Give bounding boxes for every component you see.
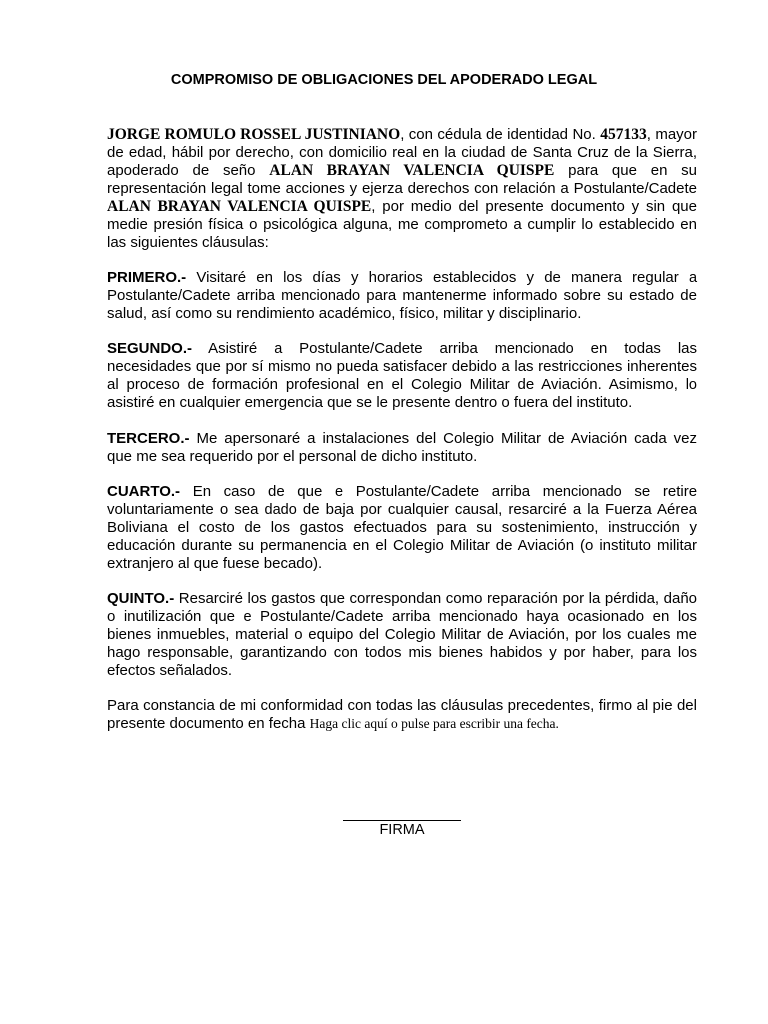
- gender-field[interactable]: mismo: [268, 359, 311, 375]
- pronoun-field[interactable]: lo: [685, 377, 697, 393]
- gender-field[interactable]: informado: [492, 288, 558, 304]
- segundo-line-2: necesidades que por sí mismo no pueda satisfacer debido a las restricciones inherentes: [107, 358, 697, 375]
- cadet-name-field[interactable]: ALAN BRAYAN VALENCIA QUISPE: [269, 162, 555, 179]
- gender-field[interactable]: mencionado: [281, 288, 361, 304]
- gender-field[interactable]: mencionado: [494, 341, 574, 357]
- intro-line-3: apoderado de seño ALAN BRAYAN VALENCIA QUISPE para que en su: [107, 162, 698, 179]
- cuarto-label: CUARTO.-: [107, 483, 181, 500]
- intro-line-7: las siguientes cláusulas:: [107, 234, 269, 251]
- quinto-line-3: bienes inmuebles, material o equipo del Colegio Militar de Aviación, por los cuales me: [107, 626, 697, 643]
- primero-line-1: PRIMERO.- Visitaré en los días y horarios establecidos y de manera regular a: [107, 269, 698, 286]
- cuarto-line-3: Boliviana el costo de los gastos efectuados para su sostenimiento, instrucción y: [107, 519, 697, 536]
- gender-field[interactable]: mencionado: [542, 484, 622, 500]
- guardian-name-field[interactable]: JORGE ROMULO ROSSEL JUSTINIANO: [107, 126, 401, 143]
- gender-field[interactable]: dado: [264, 502, 297, 518]
- signature-label: FIRMA: [379, 822, 425, 838]
- primero-line-3: salud, así como su rendimiento académico, físico, militar y disciplinario.: [107, 305, 582, 322]
- tercero-line-1: TERCERO.- Me apersonaré a instalaciones del Colegio Militar de Aviación cada vez: [107, 430, 698, 447]
- primero-line-2: Postulante/Cadete arriba mencionado para mantenerme informado sobre su estado de: [107, 287, 697, 304]
- article-field[interactable]: a: [688, 270, 698, 286]
- quinto-line-5: efectos señalados.: [107, 662, 233, 679]
- tercero-line-2: que me sea requerido por el personal de dicho instituto.: [107, 448, 478, 465]
- intro-line-2: de edad, hábil por derecho, con domicilio real en la ciudad de Santa Cruz de la Sierra,: [107, 144, 697, 161]
- intro-line-1: JORGE ROMULO ROSSEL JUSTINIANO, con cédula de identidad No. 457133, mayor: [107, 126, 698, 143]
- tercero-label: TERCERO.-: [107, 430, 190, 447]
- quinto-line-1: QUINTO.- Resarciré los gastos que correspondan como reparación por la pérdida, daño: [107, 590, 697, 607]
- article-field[interactable]: e: [334, 484, 344, 500]
- date-picker-field[interactable]: Haga clic aquí o pulse para escribir una fecha.: [309, 716, 559, 731]
- article-field[interactable]: a: [274, 341, 283, 357]
- cuarto-line-5: extranjero al que fuese becado).: [107, 555, 323, 572]
- intro-line-4: representación legal tome acciones y ejerza derechos con relación a Postulante/Cadete: [107, 180, 697, 197]
- intro-line-5: ALAN BRAYAN VALENCIA QUISPE, por medio del presente documento y sin que: [107, 198, 697, 215]
- segundo-label: SEGUNDO.-: [107, 340, 193, 357]
- cuarto-line-4: educación durante su permanencia en el Colegio Militar de Aviación (o instituto militar: [107, 537, 697, 554]
- signature-line: [343, 820, 461, 821]
- document-title: COMPROMISO DE OBLIGACIONES DEL APODERADO LEGAL: [170, 72, 598, 88]
- article-field[interactable]: e: [243, 609, 252, 625]
- closing-line-1: Para constancia de mi conformidad con todas las cláusulas precedentes, firmo al pie del: [107, 697, 697, 714]
- cadet-name-field-2[interactable]: ALAN BRAYAN VALENCIA QUISPE: [107, 198, 372, 215]
- primero-label: PRIMERO.-: [107, 269, 187, 286]
- quinto-label: QUINTO.-: [107, 590, 175, 607]
- segundo-line-1: SEGUNDO.- Asistiré a Postulante/Cadete arriba mencionado en todas las: [107, 340, 698, 357]
- quinto-line-4: hago responsable, garantizando con todos mis bienes habidos y por haber, para los: [107, 644, 697, 661]
- cuarto-line-2: voluntariamente o sea dado de baja por cualquier causal, resarciré a la Fuerza Aérea: [107, 501, 698, 518]
- cuarto-line-1: CUARTO.- En caso de que e Postulante/Cadete arriba mencionado se retire: [107, 483, 698, 500]
- segundo-line-4: asistiré en cualquier emergencia que se le presente dentro o fuera del instituto.: [107, 394, 633, 411]
- intro-line-6: medie presión física o psicológica alguna, me comprometo a cumplir lo establecido en: [107, 216, 697, 233]
- quinto-line-2: o inutilización que e Postulante/Cadete arriba mencionado haya ocasionado en los: [107, 608, 698, 625]
- gender-field[interactable]: mencionado: [438, 609, 518, 625]
- id-number-field[interactable]: 457133: [600, 126, 647, 143]
- closing-line-2: presente documento en fecha Haga clic aquí o pulse para escribir una fecha.: [107, 715, 559, 732]
- segundo-line-3: al proceso de formación profesional en el Colegio Militar de Aviación. Asimismo, lo: [107, 376, 697, 393]
